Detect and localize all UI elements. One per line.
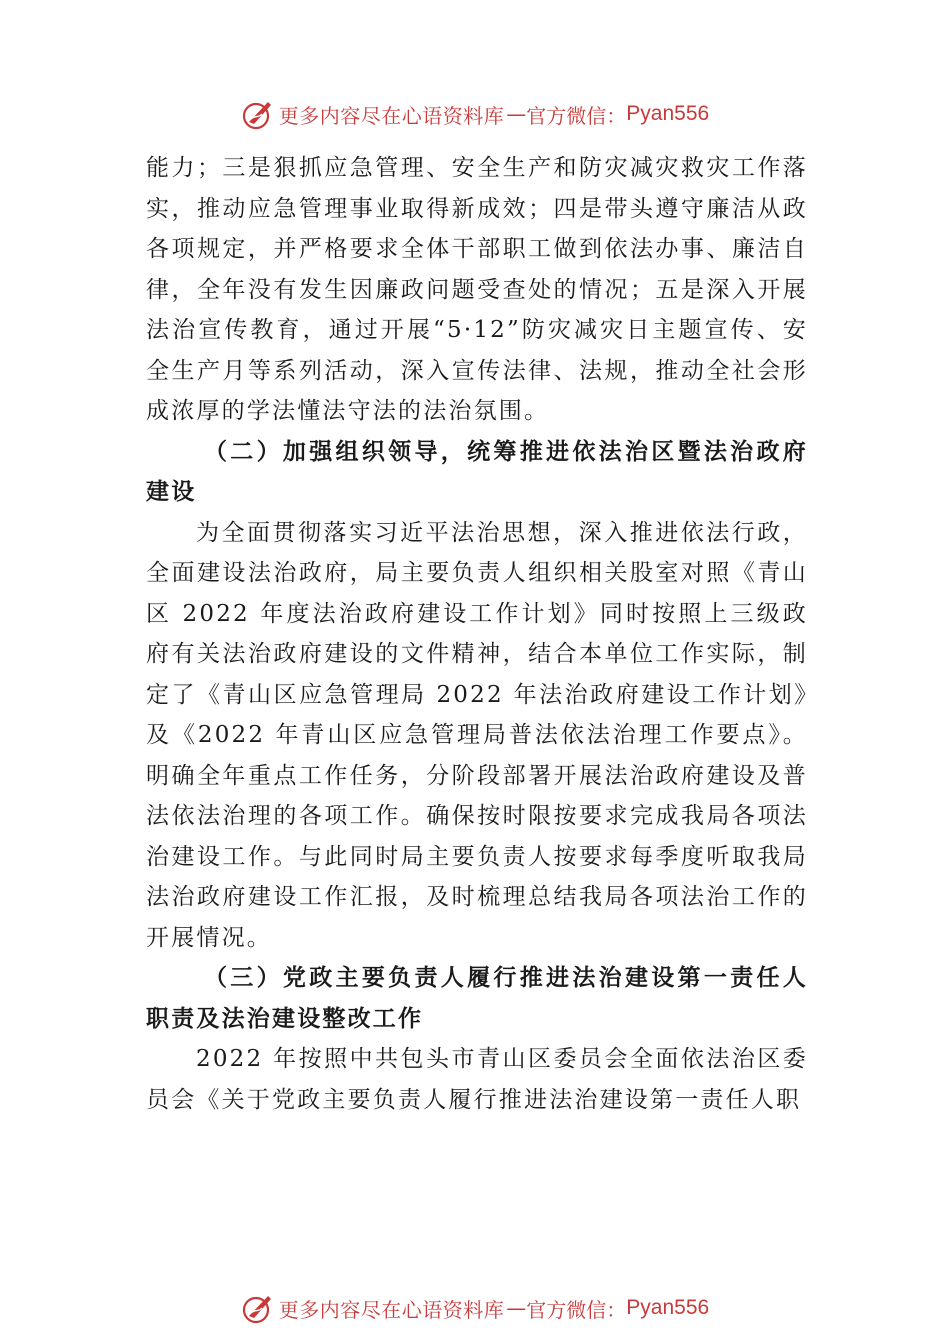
- banner-wechat-id: Pyan556: [626, 102, 710, 125]
- quill-seal-logo-icon: [241, 97, 275, 131]
- banner-separator: —: [506, 1296, 527, 1320]
- banner-wechat-label: 官方微信：: [526, 1297, 627, 1322]
- section-heading-2: （二）加强组织领导，统筹推进依法治区暨法治政府建设: [146, 437, 808, 505]
- paragraph: 为全面贯彻落实习近平法治思想，深入推进依法行政，全面建设法治政府，局主要负责人组织相关股室对照《青山区 2022 年度法治政府建设工作计划》同时按照上三级政府有关法治政府建设的文件精神，结合本单位工作实际，制定了《青山区应急管理局 2022 年法治政府建设工作计划》及《2022 年青山区应急管理局普法依法治理工作要点》。明确全年重点工作任务，分阶段部署开展法治政府建设及普法依法治理的各项工作。确保按时限按要求完成我局各项法治建设工作。与此同时局主要负责人按要求每季度听取我局法治政府建设工作汇报，及时梳理总结我局各项法治工作的开展情况。: [146, 519, 808, 951]
- paragraph-continued: 能力；三是狠抓应急管理、安全生产和防灾减灾救灾工作落实，推动应急管理事业取得新成效；四是带头遵守廉洁从政各项规定，并严格要求全体干部职工做到依法办事、廉洁自律，全年没有发生因廉政问题受查处的情况；五是深入开展法治宣传教育，通过开展“5·12”防灾减灾日主题宣传、安全生产月等系列活动，深入宣传法律、法规，推动全社会形成浓厚的学法懂法守法的法治氛围。: [146, 155, 808, 424]
- quill-seal-logo-icon: [241, 1291, 275, 1325]
- banner-text: 更多内容尽在心语资料库: [278, 103, 505, 128]
- footer-banner: [0, 1288, 950, 1328]
- banner-wechat-label: 官方微信：: [526, 103, 627, 128]
- section-heading-3: （三）党政主要负责人履行推进法治建设第一责任人职责及法治建设整改工作: [146, 964, 808, 1032]
- banner-wechat-id: Pyan556: [626, 1296, 710, 1319]
- paragraph: 2022 年按照中共包头市青山区委员会全面依法治区委员会《关于党政主要负责人履行推进法治建设第一责任人职: [146, 1046, 808, 1113]
- document-body: [146, 148, 808, 1120]
- banner-separator: —: [506, 102, 527, 126]
- header-banner: [0, 94, 950, 134]
- banner-text: 更多内容尽在心语资料库: [278, 1297, 505, 1322]
